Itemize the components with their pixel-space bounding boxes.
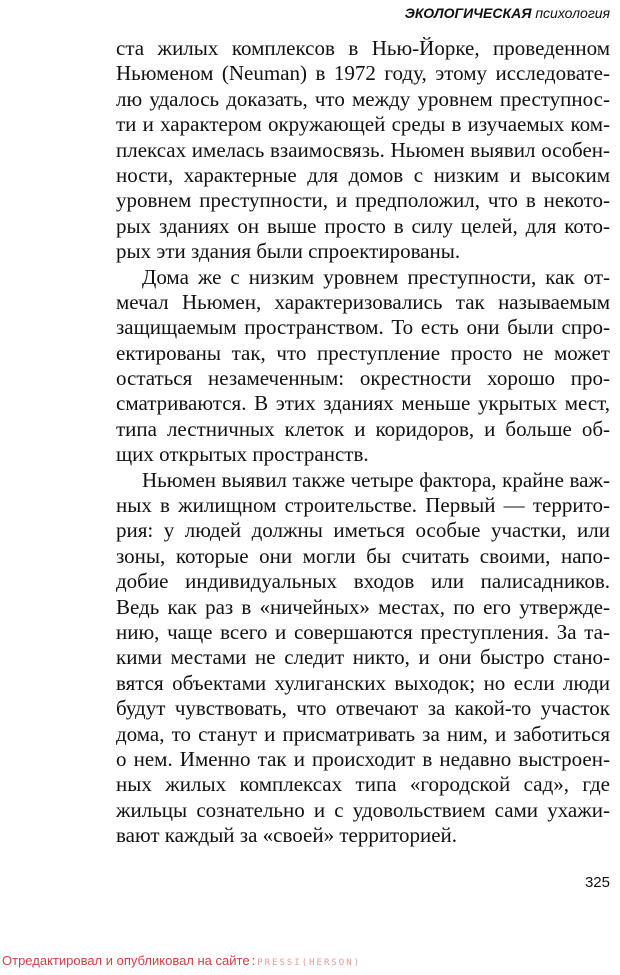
site-logo: PRESSI(HERSON) — [257, 958, 362, 968]
body-text — [116, 36, 610, 849]
text-line: рых эти здания были спроектированы. — [116, 239, 461, 264]
text-line: лю удалось доказать, что между уровнем преступнос- — [116, 86, 610, 111]
text-line: типа лестничных клеток и коридоров, и больше об- — [116, 416, 610, 441]
text-line: остаться незамеченным: окрестности хорошо про- — [116, 366, 610, 391]
running-head-title: ЭКОЛОГИЧЕСКАЯ — [404, 5, 532, 21]
text-line: рия: у людей должны иметься особые участки, или — [116, 518, 610, 543]
text-line: вают каждый за «своей» территорией. — [116, 823, 458, 848]
text-line: ектированы так, что преступление просто не может — [116, 340, 610, 365]
footer — [2, 953, 361, 971]
text-line: плексах имелась взаимосвязь. Ньюмен выявил особен- — [116, 137, 610, 162]
text-line: ста жилых комплексов в Нью-Йорке, проведенном — [116, 36, 610, 60]
text-line: рых зданиях он выше просто в силу целей, для кото- — [116, 213, 610, 238]
text-line: зоны, которые они могли бы считать своими, напо- — [116, 543, 610, 568]
running-head-subtitle: психология — [531, 5, 610, 21]
text-line: Ньюмен выявил также четыре фактора, крайне важ- — [142, 467, 610, 492]
text-line: кими местами не следит никто, и они быстро стано- — [116, 645, 610, 670]
text-line: добие индивидуальных входов или палисадников. — [116, 569, 610, 594]
text-line: Ньюменом (Neuman) в 1972 году, этому исследовате- — [116, 61, 610, 86]
text-line: Дома же с низким уровнем преступности, как от- — [142, 264, 610, 289]
footer-separator: : — [251, 953, 256, 968]
running-head — [405, 5, 610, 21]
text-line: щих открытых пространств. — [116, 442, 369, 467]
text-line: уровнем преступности, и предположил, что в некото- — [116, 188, 610, 213]
text-line: вятся объектами хулиганских выходок; но если люди — [116, 670, 610, 695]
text-line: защищаемым пространством. То есть они были спро- — [116, 315, 610, 340]
footer-credit: Отредактировал и опубликовал на сайте — [2, 953, 250, 968]
text-line: дома, то станут и присматривать за ним, и заботиться — [116, 721, 610, 746]
page-number: 325 — [584, 874, 610, 891]
text-line: нию, чаще всего и совершаются преступления. За та- — [116, 619, 610, 644]
text-line: жильцы сознательно и с удовольствием сами ухажи- — [116, 797, 610, 822]
text-line: сматриваются. В этих зданиях меньше укрытых мест, — [116, 391, 610, 416]
text-line: ти и характером окружающей среды в изучаемых ком- — [116, 112, 610, 137]
text-line: о нем. Именно так и происходит в недавно выстроен- — [116, 746, 610, 771]
text-line: Ведь как раз в «ничейных» местах, по его утвержде- — [116, 594, 610, 619]
text-line: ных в жилищном строительстве. Первый — террито- — [116, 493, 610, 518]
text-line: будут чувствовать, что отвечают за какой-то участок — [116, 696, 610, 721]
text-line: ности, характерные для домов с низким и высоким — [116, 162, 610, 187]
text-line: ных жилых комплексах типа «городской сад», где — [116, 772, 610, 797]
text-line: мечал Ньюмен, характеризовались так называемым — [116, 289, 610, 314]
